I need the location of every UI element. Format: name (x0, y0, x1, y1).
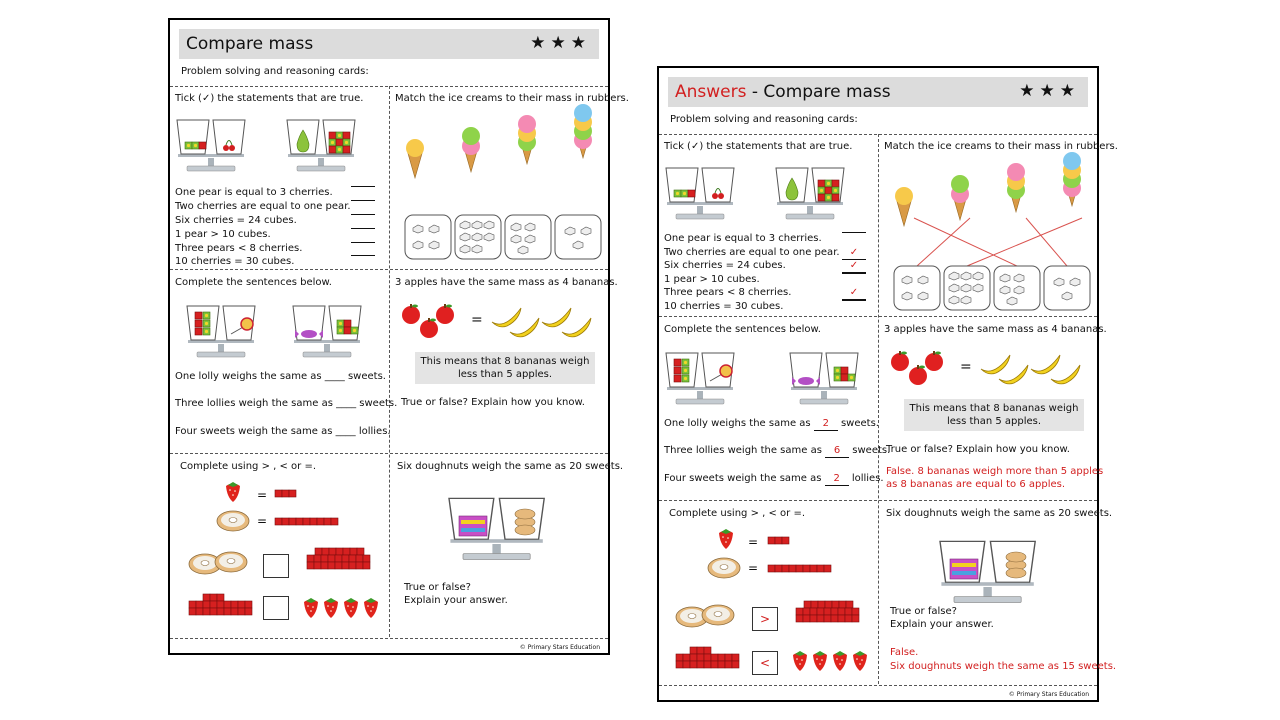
cubes-icon (796, 601, 862, 629)
tick-answer (842, 232, 866, 233)
card-heading: Six doughnuts weigh the same as 20 sweets. (886, 508, 1113, 519)
tick-blank[interactable] (351, 242, 375, 243)
strawberry-icon (718, 529, 738, 551)
sentence-2: Three lollies weigh the same as 6 sweets. (664, 445, 891, 456)
tick-answer: ✓ (842, 246, 866, 260)
equals-sign: = (748, 561, 759, 575)
answer-blank[interactable]: ____ (335, 426, 356, 437)
card-heading: 3 apples have the same mass as 4 bananas. (395, 277, 618, 288)
statement: Three pears < 8 cherries. (664, 287, 792, 298)
question-text: True or false? (890, 606, 957, 617)
sentence-1: One lolly weighs the same as 2 sweets. (664, 418, 879, 429)
statement: Three pears < 8 cherries. (175, 243, 303, 254)
statement: Six cherries = 24 cubes. (664, 260, 786, 271)
card-doughnuts (884, 505, 1117, 683)
answer-text: as 8 bananas are equal to 6 apples. (886, 479, 1066, 490)
card-heading: Complete using > , < or =. (669, 508, 806, 519)
worksheet-answers (657, 66, 1118, 702)
card-complete-sentences (664, 321, 891, 497)
equals-sign: = (257, 514, 268, 528)
strawberry-icon (225, 482, 245, 504)
compare-answer-box[interactable] (263, 596, 289, 620)
difficulty-stars: ★★★ (1019, 81, 1080, 101)
card-tick-statements (175, 90, 385, 268)
title-bar (668, 77, 1088, 107)
answer-value: 6 (825, 444, 849, 458)
balance-scale-sweet-cubes (293, 304, 383, 360)
apples-bananas-equation (401, 298, 601, 338)
answer-blank[interactable]: ____ (324, 371, 345, 382)
sentence-2: Three lollies weigh the same as ____ sweets. (175, 398, 398, 409)
card-heading: Six doughnuts weigh the same as 20 sweets. (397, 461, 624, 472)
equals-sign: = (471, 312, 483, 328)
tick-blank[interactable] (351, 228, 375, 229)
card-ice-creams (395, 90, 629, 268)
statement: One pear is equal to 3 cherries. (175, 187, 333, 198)
card-apples-bananas (395, 274, 618, 450)
sentence-3: Four sweets weigh the same as ____ lollies. (175, 426, 391, 437)
card-grid (170, 86, 629, 637)
tick-answer: ✓ (842, 286, 866, 300)
sentence-3: Four sweets weigh the same as 2 lollies. (664, 473, 884, 484)
question-text: Explain your answer. (890, 619, 994, 630)
equals-sign: = (748, 535, 759, 549)
question-text: True or false? Explain how you know. (401, 397, 585, 408)
compare-answer-box[interactable] (263, 554, 289, 578)
balance-scale-pear-cubes (287, 118, 387, 174)
card-heading: Complete the sentences below. (175, 277, 332, 288)
card-complete-sentences (175, 274, 398, 450)
card-heading: Tick (✓) the statements that are true. (664, 141, 853, 152)
card-compare-symbols (664, 505, 874, 683)
answer-text: False. (890, 647, 919, 658)
cubes-icon (189, 594, 259, 620)
answer-text: False. 8 bananas weigh more than 5 apples (886, 466, 1104, 477)
tick-answer (842, 300, 866, 301)
donut-icon (708, 558, 744, 580)
statement-box: This means that 8 bananas weigh less than 5 apples. (904, 399, 1084, 431)
tick-answer (842, 273, 866, 274)
two-donuts-icon (189, 552, 253, 576)
compare-answer-box: < (752, 651, 778, 675)
tick-blank[interactable] (351, 214, 375, 215)
answer-value: 2 (814, 417, 838, 431)
question-text: Explain your answer. (404, 595, 508, 606)
cubes-icon (676, 647, 746, 673)
tick-blank[interactable] (351, 186, 375, 187)
cubes-icon (275, 518, 341, 528)
statement: Two cherries are equal to one pear. (664, 247, 840, 258)
apples-bananas-equation (890, 345, 1090, 385)
subtitle: Problem solving and reasoning cards: (670, 114, 858, 125)
worksheet-questions (168, 18, 629, 655)
statement: One pear is equal to 3 cherries. (664, 233, 822, 244)
card-heading: Complete using > , < or =. (180, 461, 317, 472)
statement: 1 pear > 10 cubes. (664, 274, 760, 285)
card-heading: Match the ice creams to their mass in rubbers. (395, 93, 629, 104)
cubes-icon (275, 490, 305, 500)
balance-scale-sweets-lolly (666, 351, 756, 407)
rubber-boxes (894, 266, 1094, 314)
card-apples-bananas (884, 321, 1107, 497)
card-grid (659, 134, 1118, 684)
tick-blank[interactable] (351, 200, 375, 201)
equals-sign: = (257, 488, 268, 502)
balance-scale-sweets-doughnuts (940, 539, 1040, 599)
answer-text: Six doughnuts weigh the same as 15 sweets. (890, 661, 1117, 672)
tick-answer: ✓ (842, 259, 866, 273)
equals-sign: = (960, 359, 972, 375)
balance-scale-sweets-doughnuts (449, 496, 549, 556)
card-heading: Tick (✓) the statements that are true. (175, 93, 364, 104)
statement: Two cherries are equal to one pear. (175, 201, 351, 212)
card-compare-symbols (175, 458, 385, 636)
subtitle: Problem solving and reasoning cards: (181, 66, 369, 77)
question-text: True or false? Explain how you know. (886, 444, 1070, 455)
title-bar (179, 29, 599, 59)
balance-scale-pear-cubes (776, 166, 876, 222)
question-text: True or false? (404, 582, 471, 593)
card-ice-creams (884, 138, 1118, 314)
cubes-icon (307, 548, 373, 576)
card-heading: Complete the sentences below. (664, 324, 821, 335)
copyright-footer: © Primary Stars Education (1008, 691, 1089, 698)
strawberries-icon (303, 598, 387, 620)
difficulty-stars: ★★★ (530, 33, 591, 53)
donut-icon (217, 511, 253, 533)
balance-scale-sweet-cubes (790, 351, 880, 407)
card-heading: 3 apples have the same mass as 4 bananas. (884, 324, 1107, 335)
matching-lines (894, 218, 1094, 268)
balance-scale-cubes-cherry (666, 166, 766, 222)
card-tick-statements (664, 138, 874, 314)
cubes-icon (768, 537, 798, 547)
statement: 10 cherries = 30 cubes. (664, 301, 784, 312)
statement: 10 cherries = 30 cubes. (175, 256, 295, 267)
statement: Six cherries = 24 cubes. (175, 215, 297, 226)
page-title: Compare mass (186, 34, 314, 54)
answer-value: 2 (825, 472, 849, 486)
tick-blank[interactable] (351, 255, 375, 256)
statement-box: This means that 8 bananas weigh less than 5 apples. (415, 352, 595, 384)
ice-creams-row (405, 120, 605, 182)
two-donuts-icon (676, 605, 740, 629)
copyright-footer: © Primary Stars Education (519, 644, 600, 651)
balance-scale-sweets-lolly (187, 304, 277, 360)
balance-scale-cubes-cherry (177, 118, 277, 174)
rubber-boxes (405, 215, 605, 263)
strawberries-icon (792, 651, 876, 673)
compare-answer-box: > (752, 607, 778, 631)
answer-blank[interactable]: ____ (336, 398, 357, 409)
page-title: Answers - Compare mass (675, 82, 891, 102)
card-doughnuts (395, 458, 624, 636)
card-heading: Match the ice creams to their mass in rubbers. (884, 141, 1118, 152)
statement: 1 pear > 10 cubes. (175, 229, 271, 240)
sentence-1: One lolly weighs the same as ____ sweets. (175, 371, 386, 382)
cubes-icon (768, 565, 834, 575)
